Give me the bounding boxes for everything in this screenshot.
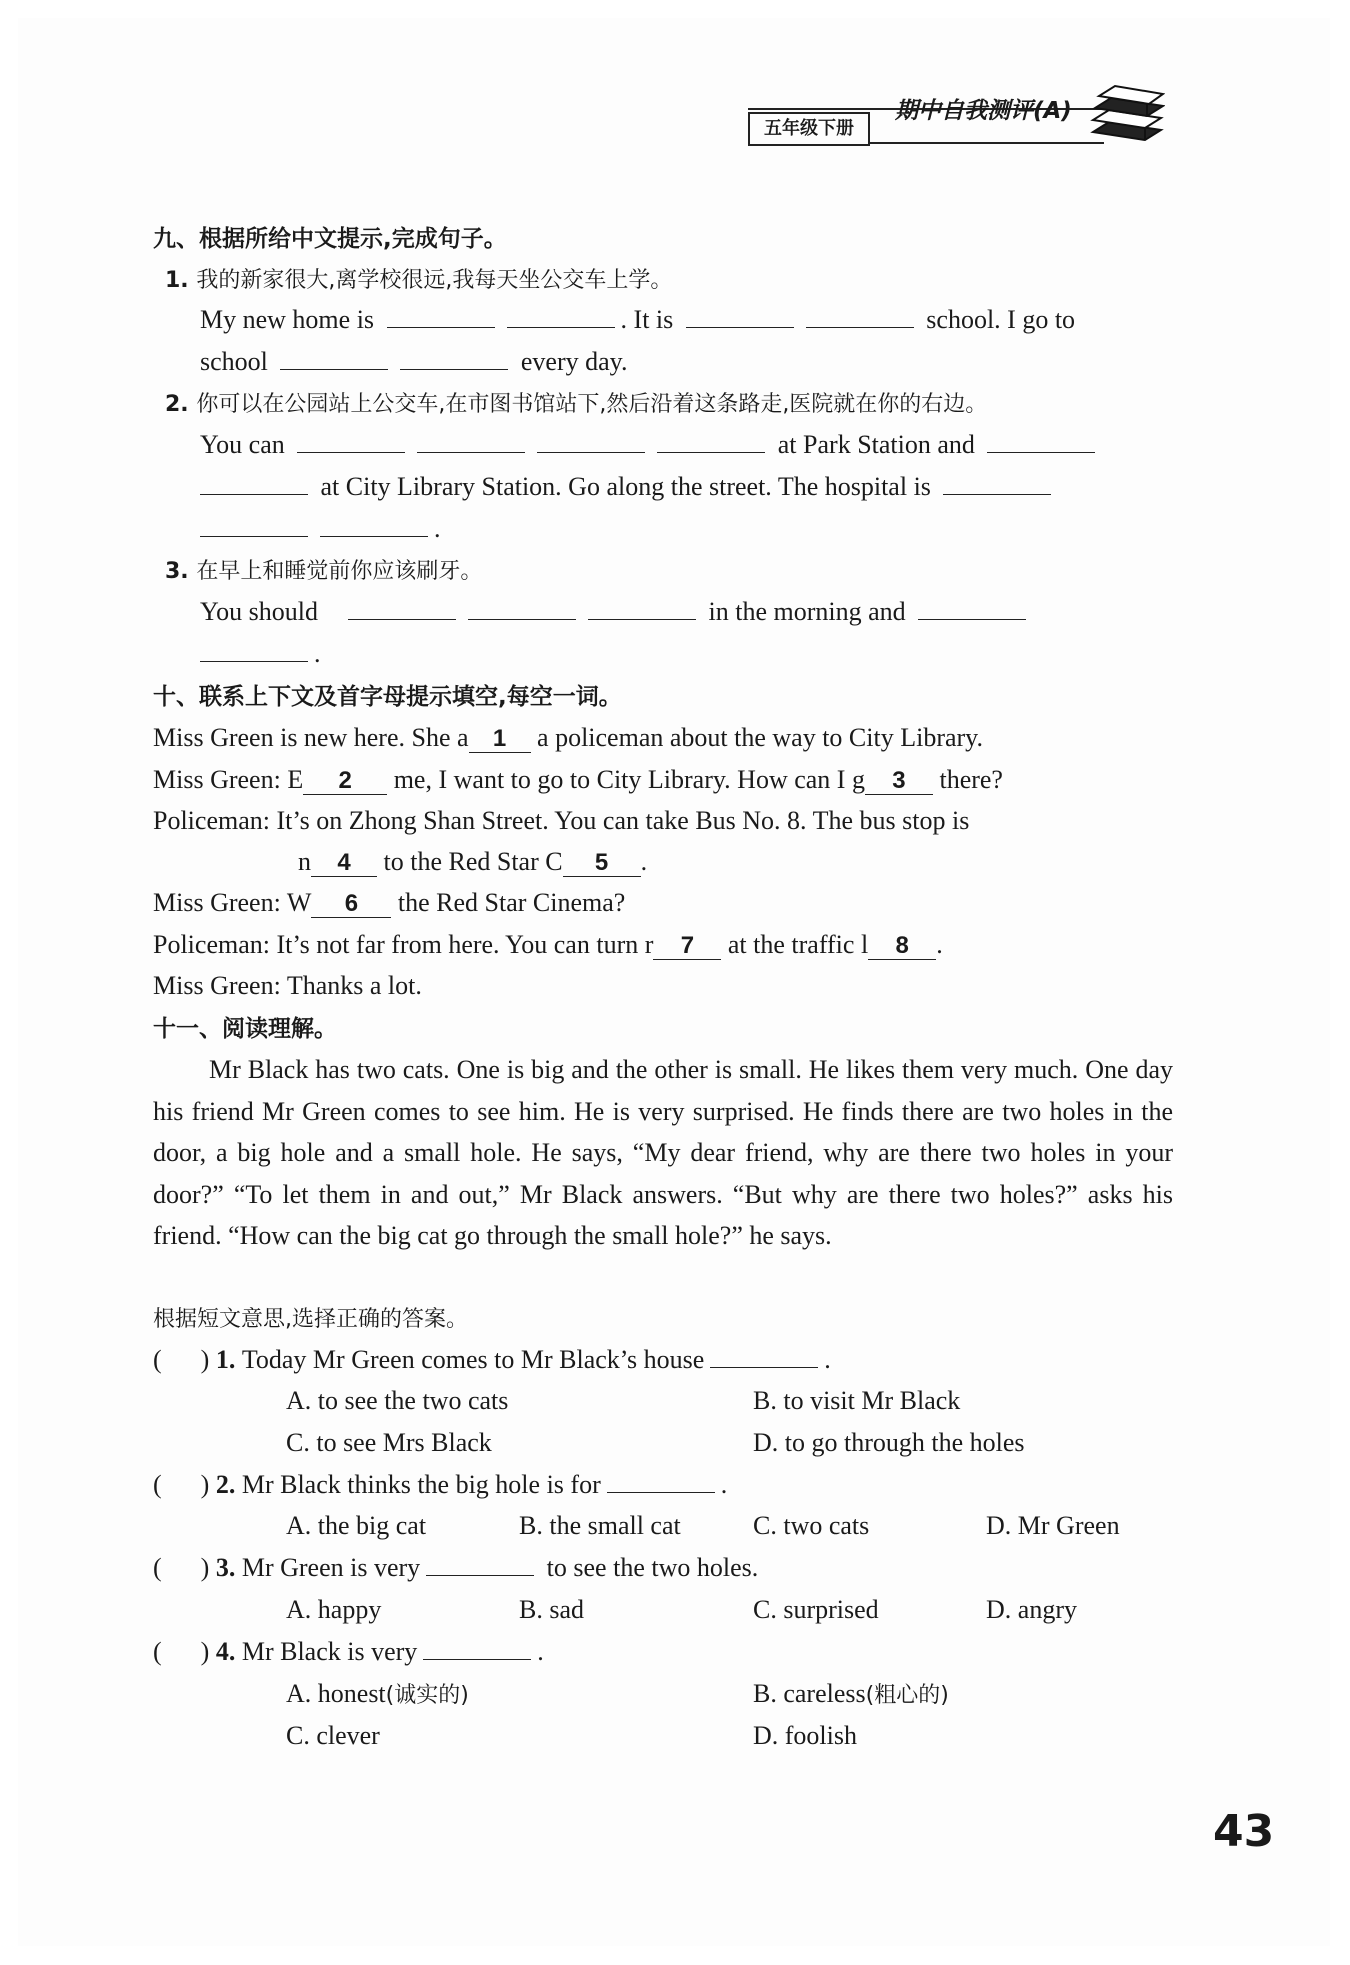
section-9-heading: 九、根据所给中文提示,完成句子。 xyxy=(153,226,507,252)
answer-2[interactable]: 2 xyxy=(303,768,387,795)
s10-line1: Miss Green is new here. She a 1 a policeman about the way to City Library. xyxy=(153,723,983,752)
q3-option-b[interactable]: B. sad xyxy=(519,1595,584,1624)
blank[interactable] xyxy=(686,303,794,328)
s9-q1-chinese: 1. 我的新家很大,离学校很远,我每天坐公交车上学。 xyxy=(165,268,673,293)
answer-4[interactable]: 4 xyxy=(311,850,377,877)
header-title: 期中自我测评(A) xyxy=(895,98,1072,124)
reading-passage: Mr Black has two cats. One is big and the other is small. He likes them very much. One day his friend Mr Green comes to see him. He is very surprised. He finds there are two holes in the door, a big hole and a small hole. He says, “My dear friend, why are there two holes in your door?” “To let them in and out,” Mr Black answers. “But why are there two holes?” asks his friend. “How can the big cat go through the small hole?” he says. xyxy=(153,1055,1173,1251)
blank[interactable] xyxy=(507,303,615,328)
answer-bracket[interactable]: ( ) xyxy=(153,1553,210,1582)
s9-q3-line1: You should in the morning and xyxy=(200,595,1032,629)
q2-option-a[interactable]: A. the big cat xyxy=(286,1511,427,1540)
q4-option-d[interactable]: D. foolish xyxy=(753,1721,857,1750)
header-rule-bottom xyxy=(868,142,1104,144)
answer-6[interactable]: 6 xyxy=(311,891,391,918)
s9-q3-line2: . xyxy=(200,637,321,671)
section-10-heading: 十、联系上下文及首字母提示填空,每空一词。 xyxy=(153,684,622,710)
q1-option-a[interactable]: A. to see the two cats xyxy=(286,1386,509,1415)
answer-3[interactable]: 3 xyxy=(865,768,933,795)
s9-q2-line3: . xyxy=(200,512,441,546)
s9-q2-line1: You can at Park Station and xyxy=(200,428,1101,462)
blank[interactable] xyxy=(200,637,308,662)
answer-8[interactable]: 8 xyxy=(868,933,936,960)
q4-option-c[interactable]: C. clever xyxy=(286,1721,380,1750)
blank[interactable] xyxy=(200,470,308,495)
q2-option-d[interactable]: D. Mr Green xyxy=(986,1511,1120,1540)
s9-q1-line1: My new home is . It is school. I go to xyxy=(200,305,1076,334)
blank[interactable] xyxy=(400,345,508,370)
blank[interactable] xyxy=(297,428,405,453)
blank[interactable] xyxy=(387,303,495,328)
question-2: ( ) 2. Mr Black thinks the big hole is for . xyxy=(153,1470,728,1499)
blank[interactable] xyxy=(348,595,456,620)
s10-line7: Miss Green: Thanks a lot. xyxy=(153,971,422,1000)
s10-line4: n 4 to the Red Star C 5 . xyxy=(298,847,648,876)
s10-line2: Miss Green: E 2 me, I want to go to City Library. How can I g 3 there? xyxy=(153,765,1003,794)
books-icon xyxy=(1085,80,1165,150)
blank[interactable] xyxy=(943,470,1051,495)
answer-bracket[interactable]: ( ) xyxy=(153,1345,210,1374)
grade-label: 五年级下册 xyxy=(748,112,870,146)
blank[interactable] xyxy=(200,512,308,537)
blank[interactable] xyxy=(806,303,914,328)
s9-q1-line2: school every day. xyxy=(200,347,628,376)
blank[interactable] xyxy=(320,512,428,537)
q2-option-b[interactable]: B. the small cat xyxy=(519,1511,681,1540)
blank[interactable] xyxy=(588,595,696,620)
blank xyxy=(607,1468,715,1493)
q3-option-d[interactable]: D. angry xyxy=(986,1595,1077,1624)
q3-option-c[interactable]: C. surprised xyxy=(753,1595,879,1624)
blank xyxy=(710,1343,818,1368)
q2-option-c[interactable]: C. two cats xyxy=(753,1511,870,1540)
q3-option-a[interactable]: A. happy xyxy=(286,1595,382,1624)
q1-option-c[interactable]: C. to see Mrs Black xyxy=(286,1428,492,1457)
answer-5[interactable]: 5 xyxy=(563,850,641,877)
s11-instruction: 根据短文意思,选择正确的答案。 xyxy=(153,1307,468,1332)
question-4: ( ) 4. Mr Black is very . xyxy=(153,1637,544,1666)
s9-q2-chinese: 2. 你可以在公园站上公交车,在市图书馆站下,然后沿着这条路走,医院就在你的右边。 xyxy=(165,392,988,417)
blank[interactable] xyxy=(657,428,765,453)
s10-line3: Policeman: It’s on Zhong Shan Street. You can take Bus No. 8. The bus stop is xyxy=(153,806,970,835)
answer-bracket[interactable]: ( ) xyxy=(153,1637,210,1666)
answer-1[interactable]: 1 xyxy=(469,726,531,753)
s10-line6: Policeman: It’s not far from here. You can turn r 7 at the traffic l 8 . xyxy=(153,930,943,959)
answer-7[interactable]: 7 xyxy=(653,933,721,960)
s10-line5: Miss Green: W 6 the Red Star Cinema? xyxy=(153,888,626,917)
blank[interactable] xyxy=(280,345,388,370)
s9-q2-line2: at City Library Station. Go along the street. The hospital is xyxy=(200,470,1057,504)
section-11-heading: 十一、阅读理解。 xyxy=(153,1016,337,1042)
blank[interactable] xyxy=(417,428,525,453)
question-1: ( ) 1. Today Mr Green comes to Mr Black’s house . xyxy=(153,1345,831,1374)
blank[interactable] xyxy=(987,428,1095,453)
blank[interactable] xyxy=(468,595,576,620)
q1-option-b[interactable]: B. to visit Mr Black xyxy=(753,1386,961,1415)
blank[interactable] xyxy=(537,428,645,453)
blank xyxy=(423,1635,531,1660)
blank[interactable] xyxy=(918,595,1026,620)
q4-option-b[interactable]: B. careless(粗心的) xyxy=(753,1679,949,1708)
answer-bracket[interactable]: ( ) xyxy=(153,1470,210,1499)
s9-q3-chinese: 3. 在早上和睡觉前你应该刷牙。 xyxy=(165,559,483,584)
question-3: ( ) 3. Mr Green is very to see the two holes. xyxy=(153,1553,759,1582)
q1-option-d[interactable]: D. to go through the holes xyxy=(753,1428,1025,1457)
page-number: 43 xyxy=(1213,1806,1275,1857)
blank xyxy=(426,1551,534,1576)
q4-option-a[interactable]: A. honest(诚实的) xyxy=(286,1679,469,1708)
